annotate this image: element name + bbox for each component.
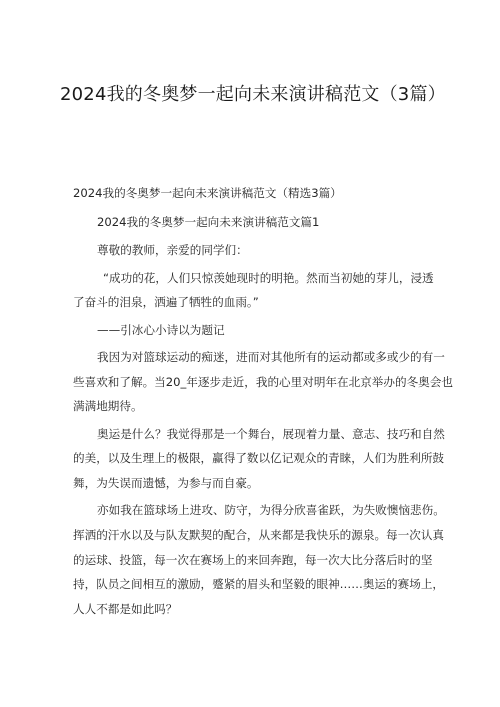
document-title: 2024我的冬奥梦一起向未来演讲稿范文（3篇） — [60, 84, 446, 105]
body-line: 奥运是什么？我觉得那是一个舞台，展现着力量、意志、技巧和自然 — [97, 427, 445, 441]
body-line: 持，队员之间相互的激励，蹙紧的眉头和坚毅的眼神……奥运的赛场上， — [73, 577, 445, 591]
section-heading: 2024我的冬奥梦一起向未来演讲稿范文篇1 — [97, 215, 320, 229]
body-line: 满满地期待。 — [73, 399, 143, 413]
body-line: 的美，以及生理上的极限，赢得了数以亿记观众的青睐，人们为胜利所鼓 — [73, 451, 445, 465]
body-line: 亦如我在篮球场上进攻、防守，为得分欣喜雀跃，为失败懊恼悲伤。 — [97, 503, 445, 517]
body-line: 的运球、投篮，每一次在赛场上的来回奔跑，每一次大比分落后时的坚 — [73, 553, 433, 567]
body-line: 挥洒的汗水以及与队友默契的配合，从来都是我快乐的源泉。每一次认真 — [73, 528, 445, 542]
body-line: ——引冰心小诗以为题记 — [97, 323, 225, 337]
body-line: 舞，为失误而遗憾，为参与而自豪。 — [73, 476, 259, 490]
body-line: “成功的花，人们只惊羡她现时的明艳。然而当初她的芽儿，浸透 — [103, 271, 434, 285]
body-line: 人人不都是如此吗？ — [73, 602, 178, 616]
body-line: 些喜欢和了解。当20_年逐步走近，我的心里对明年在北京举办的冬奥会也 — [73, 375, 453, 389]
body-line: 了奋斗的泪泉，洒遍了牺牲的血雨。” — [73, 295, 259, 309]
subtitle-line: 2024我的冬奥梦一起向未来演讲稿范文（精选3篇） — [73, 186, 342, 200]
salutation-line: 尊敬的教师，亲爱的同学们： — [97, 243, 248, 257]
body-line: 我因为对篮球运动的痴迷，进而对其他所有的运动都或多或少的有一 — [97, 350, 445, 364]
